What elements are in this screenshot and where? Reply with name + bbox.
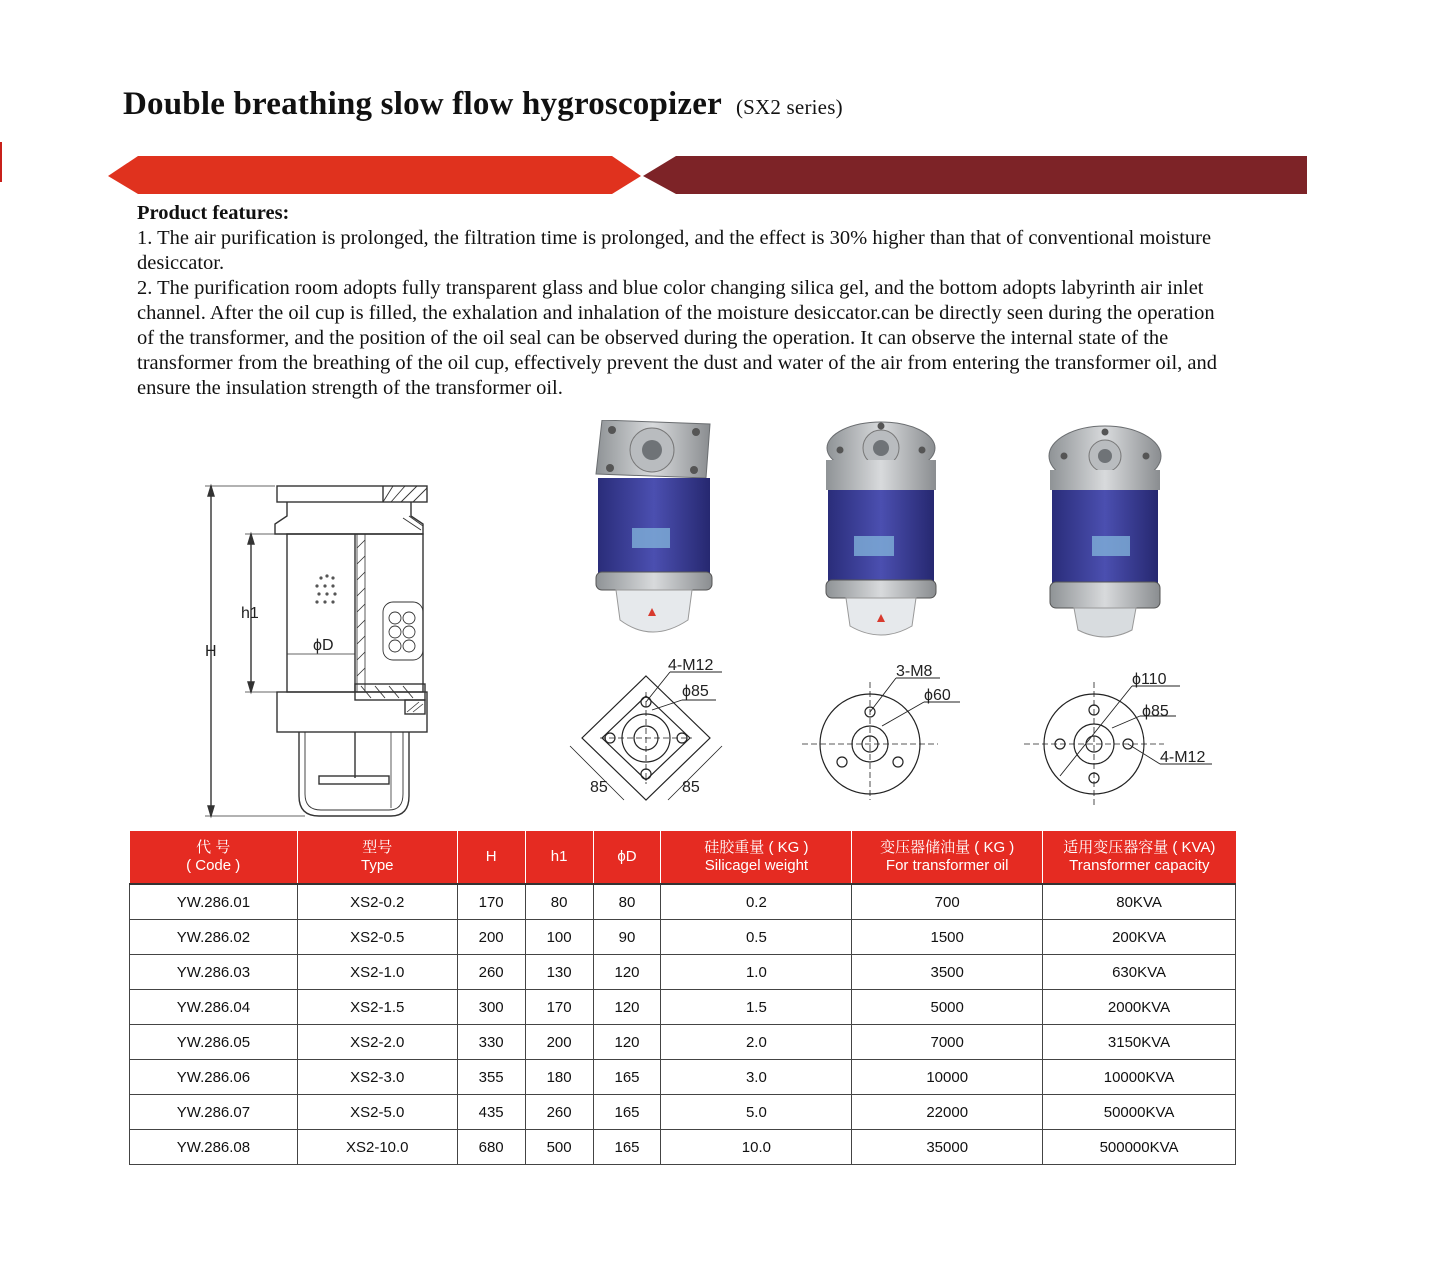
spec-table <box>129 831 1236 1165</box>
table-cell: 630KVA <box>1043 955 1236 990</box>
header-capacity <box>1043 831 1236 884</box>
table-cell: XS2-1.5 <box>297 990 457 1025</box>
flange3-bolts: 4-M12 <box>1160 749 1206 766</box>
table-cell: XS2-3.0 <box>297 1060 457 1095</box>
flange-drawing-1 <box>560 654 730 814</box>
header-label: 变压器储油量 ( KG ) <box>880 839 1015 856</box>
flange2-bolts: 3-M8 <box>896 663 933 680</box>
table-cell: YW.286.01 <box>130 884 298 920</box>
table-cell: 200 <box>525 1025 593 1060</box>
table-cell: YW.286.06 <box>130 1060 298 1095</box>
table-cell: 300 <box>457 990 525 1025</box>
header-h1 <box>525 831 593 884</box>
feature-item-2: 2. The purification room adopts fully transparent glass and blue color changing silica gel, and the bottom adopts labyrinth air inlet channel. After the oil cup is filled, the exhalation and inhalation of the moisture desiccator.can be directly seen during the operation of the transformer, and the position of the oil seal can be observed during the operation. It can observe the internal state of the transformer from the breathing of the oil cup, effectively prevent the dust and water of the air from entering the transformer oil, and ensure the insulation strength of the transformer oil. <box>137 277 1218 399</box>
header-label: 型号 <box>362 839 393 856</box>
header-label: Transformer capacity <box>1069 857 1210 874</box>
label-h1: h1 <box>241 605 259 622</box>
product-photo-3 <box>1044 424 1166 642</box>
feature-item-1: 1. The air purification is prolonged, the filtration time is prolonged, and the effect is 30% higher than that of conventional moisture desiccator. <box>137 227 1212 274</box>
table-cell: 10.0 <box>661 1130 852 1165</box>
table-cell: YW.286.05 <box>130 1025 298 1060</box>
table-cell: 180 <box>525 1060 593 1095</box>
table-cell: 170 <box>525 990 593 1025</box>
table-cell: 200 <box>457 920 525 955</box>
table-cell: XS2-0.5 <box>297 920 457 955</box>
table-row <box>130 884 1236 920</box>
table-row <box>130 990 1236 1025</box>
table-cell: 700 <box>852 884 1043 920</box>
table-cell: 50000KVA <box>1043 1095 1236 1130</box>
table-cell: 35000 <box>852 1130 1043 1165</box>
table-cell: 1.5 <box>661 990 852 1025</box>
table-cell: 5000 <box>852 990 1043 1025</box>
table-cell: 120 <box>593 990 661 1025</box>
table-cell: 0.5 <box>661 920 852 955</box>
features-heading: Product features: <box>137 202 290 224</box>
table-cell: XS2-5.0 <box>297 1095 457 1130</box>
flange-drawing-3 <box>1020 668 1220 810</box>
header-label: H <box>485 848 497 865</box>
table-cell: 3150KVA <box>1043 1025 1236 1060</box>
table-cell: 100 <box>525 920 593 955</box>
header-label: For transformer oil <box>885 857 1009 874</box>
table-header-row <box>130 831 1236 884</box>
header-label: Type <box>361 857 394 874</box>
table-cell: 170 <box>457 884 525 920</box>
table-cell: YW.286.03 <box>130 955 298 990</box>
flange2-dia: ϕ60 <box>924 687 951 704</box>
table-cell: 5.0 <box>661 1095 852 1130</box>
table-row <box>130 920 1236 955</box>
table-row <box>130 1060 1236 1095</box>
table-row <box>130 955 1236 990</box>
table-cell: 22000 <box>852 1095 1043 1130</box>
header-code <box>130 831 298 884</box>
header-h <box>457 831 525 884</box>
table-cell: 200KVA <box>1043 920 1236 955</box>
table-cell: 330 <box>457 1025 525 1060</box>
title-text: Double breathing slow flow hygroscopizer <box>123 86 722 122</box>
header-label: Silicagel weight <box>704 857 809 874</box>
table-cell: 500000KVA <box>1043 1130 1236 1165</box>
table-cell: 260 <box>457 955 525 990</box>
table-cell: 80KVA <box>1043 884 1236 920</box>
table-cell: 500 <box>525 1130 593 1165</box>
table-cell: YW.286.07 <box>130 1095 298 1130</box>
header-banner <box>0 140 1444 200</box>
header-label: ϕD <box>617 848 637 865</box>
table-cell: 7000 <box>852 1025 1043 1060</box>
flange-drawing-2 <box>800 660 970 800</box>
header-phi-d <box>593 831 661 884</box>
table-cell: 680 <box>457 1130 525 1165</box>
table-row <box>130 1095 1236 1130</box>
table-cell: 165 <box>593 1130 661 1165</box>
table-cell: 0.2 <box>661 884 852 920</box>
table-cell: 120 <box>593 1025 661 1060</box>
label-h: H <box>205 643 217 660</box>
table-row <box>130 1130 1236 1165</box>
table-cell: 3.0 <box>661 1060 852 1095</box>
table-cell: 120 <box>593 955 661 990</box>
flange1-side-left: 85 <box>590 779 608 796</box>
table-cell: 80 <box>525 884 593 920</box>
table-cell: 3500 <box>852 955 1043 990</box>
flange3-outer: ϕ110 <box>1132 671 1167 688</box>
header-label: 适用变压器容量 ( KVA) <box>1063 839 1216 856</box>
series-subtitle: (SX2 series) <box>735 95 843 119</box>
table-cell: 1500 <box>852 920 1043 955</box>
header-label: h1 <box>550 848 568 865</box>
table-cell: 80 <box>593 884 661 920</box>
product-photo-1 <box>592 420 716 642</box>
cross-section-drawing <box>195 478 440 823</box>
table-cell: YW.286.04 <box>130 990 298 1025</box>
table-cell: 10000KVA <box>1043 1060 1236 1095</box>
header-label: 代 号 <box>196 839 231 856</box>
table-cell: XS2-2.0 <box>297 1025 457 1060</box>
banner-right-shape <box>643 156 1307 194</box>
flange1-side-right: 85 <box>682 779 700 796</box>
flange1-bolts: 4-M12 <box>668 657 714 674</box>
banner-left-shape <box>108 156 641 194</box>
table-cell: 10000 <box>852 1060 1043 1095</box>
table-cell: 1.0 <box>661 955 852 990</box>
header-oil <box>852 831 1043 884</box>
product-features <box>137 201 1227 401</box>
flange1-dia: ϕ85 <box>682 683 709 700</box>
header-label: 硅胶重量 ( KG ) <box>704 839 809 856</box>
table-cell: 435 <box>457 1095 525 1130</box>
page-title <box>123 86 843 123</box>
header-label: ( Code ) <box>186 857 241 874</box>
table-cell: 2.0 <box>661 1025 852 1060</box>
table-cell: 165 <box>593 1095 661 1130</box>
table-cell: 90 <box>593 920 661 955</box>
table-cell: XS2-1.0 <box>297 955 457 990</box>
table-cell: XS2-0.2 <box>297 884 457 920</box>
header-type <box>297 831 457 884</box>
table-cell: 355 <box>457 1060 525 1095</box>
table-cell: 130 <box>525 955 593 990</box>
header-silicagel <box>661 831 852 884</box>
table-cell: 260 <box>525 1095 593 1130</box>
label-phi-d: ϕD <box>313 637 334 654</box>
product-photo-2 <box>822 420 940 642</box>
table-cell: XS2-10.0 <box>297 1130 457 1165</box>
table-cell: YW.286.08 <box>130 1130 298 1165</box>
flange3-dia: ϕ85 <box>1142 703 1169 720</box>
table-row <box>130 1025 1236 1060</box>
table-cell: 165 <box>593 1060 661 1095</box>
table-cell: YW.286.02 <box>130 920 298 955</box>
table-cell: 2000KVA <box>1043 990 1236 1025</box>
